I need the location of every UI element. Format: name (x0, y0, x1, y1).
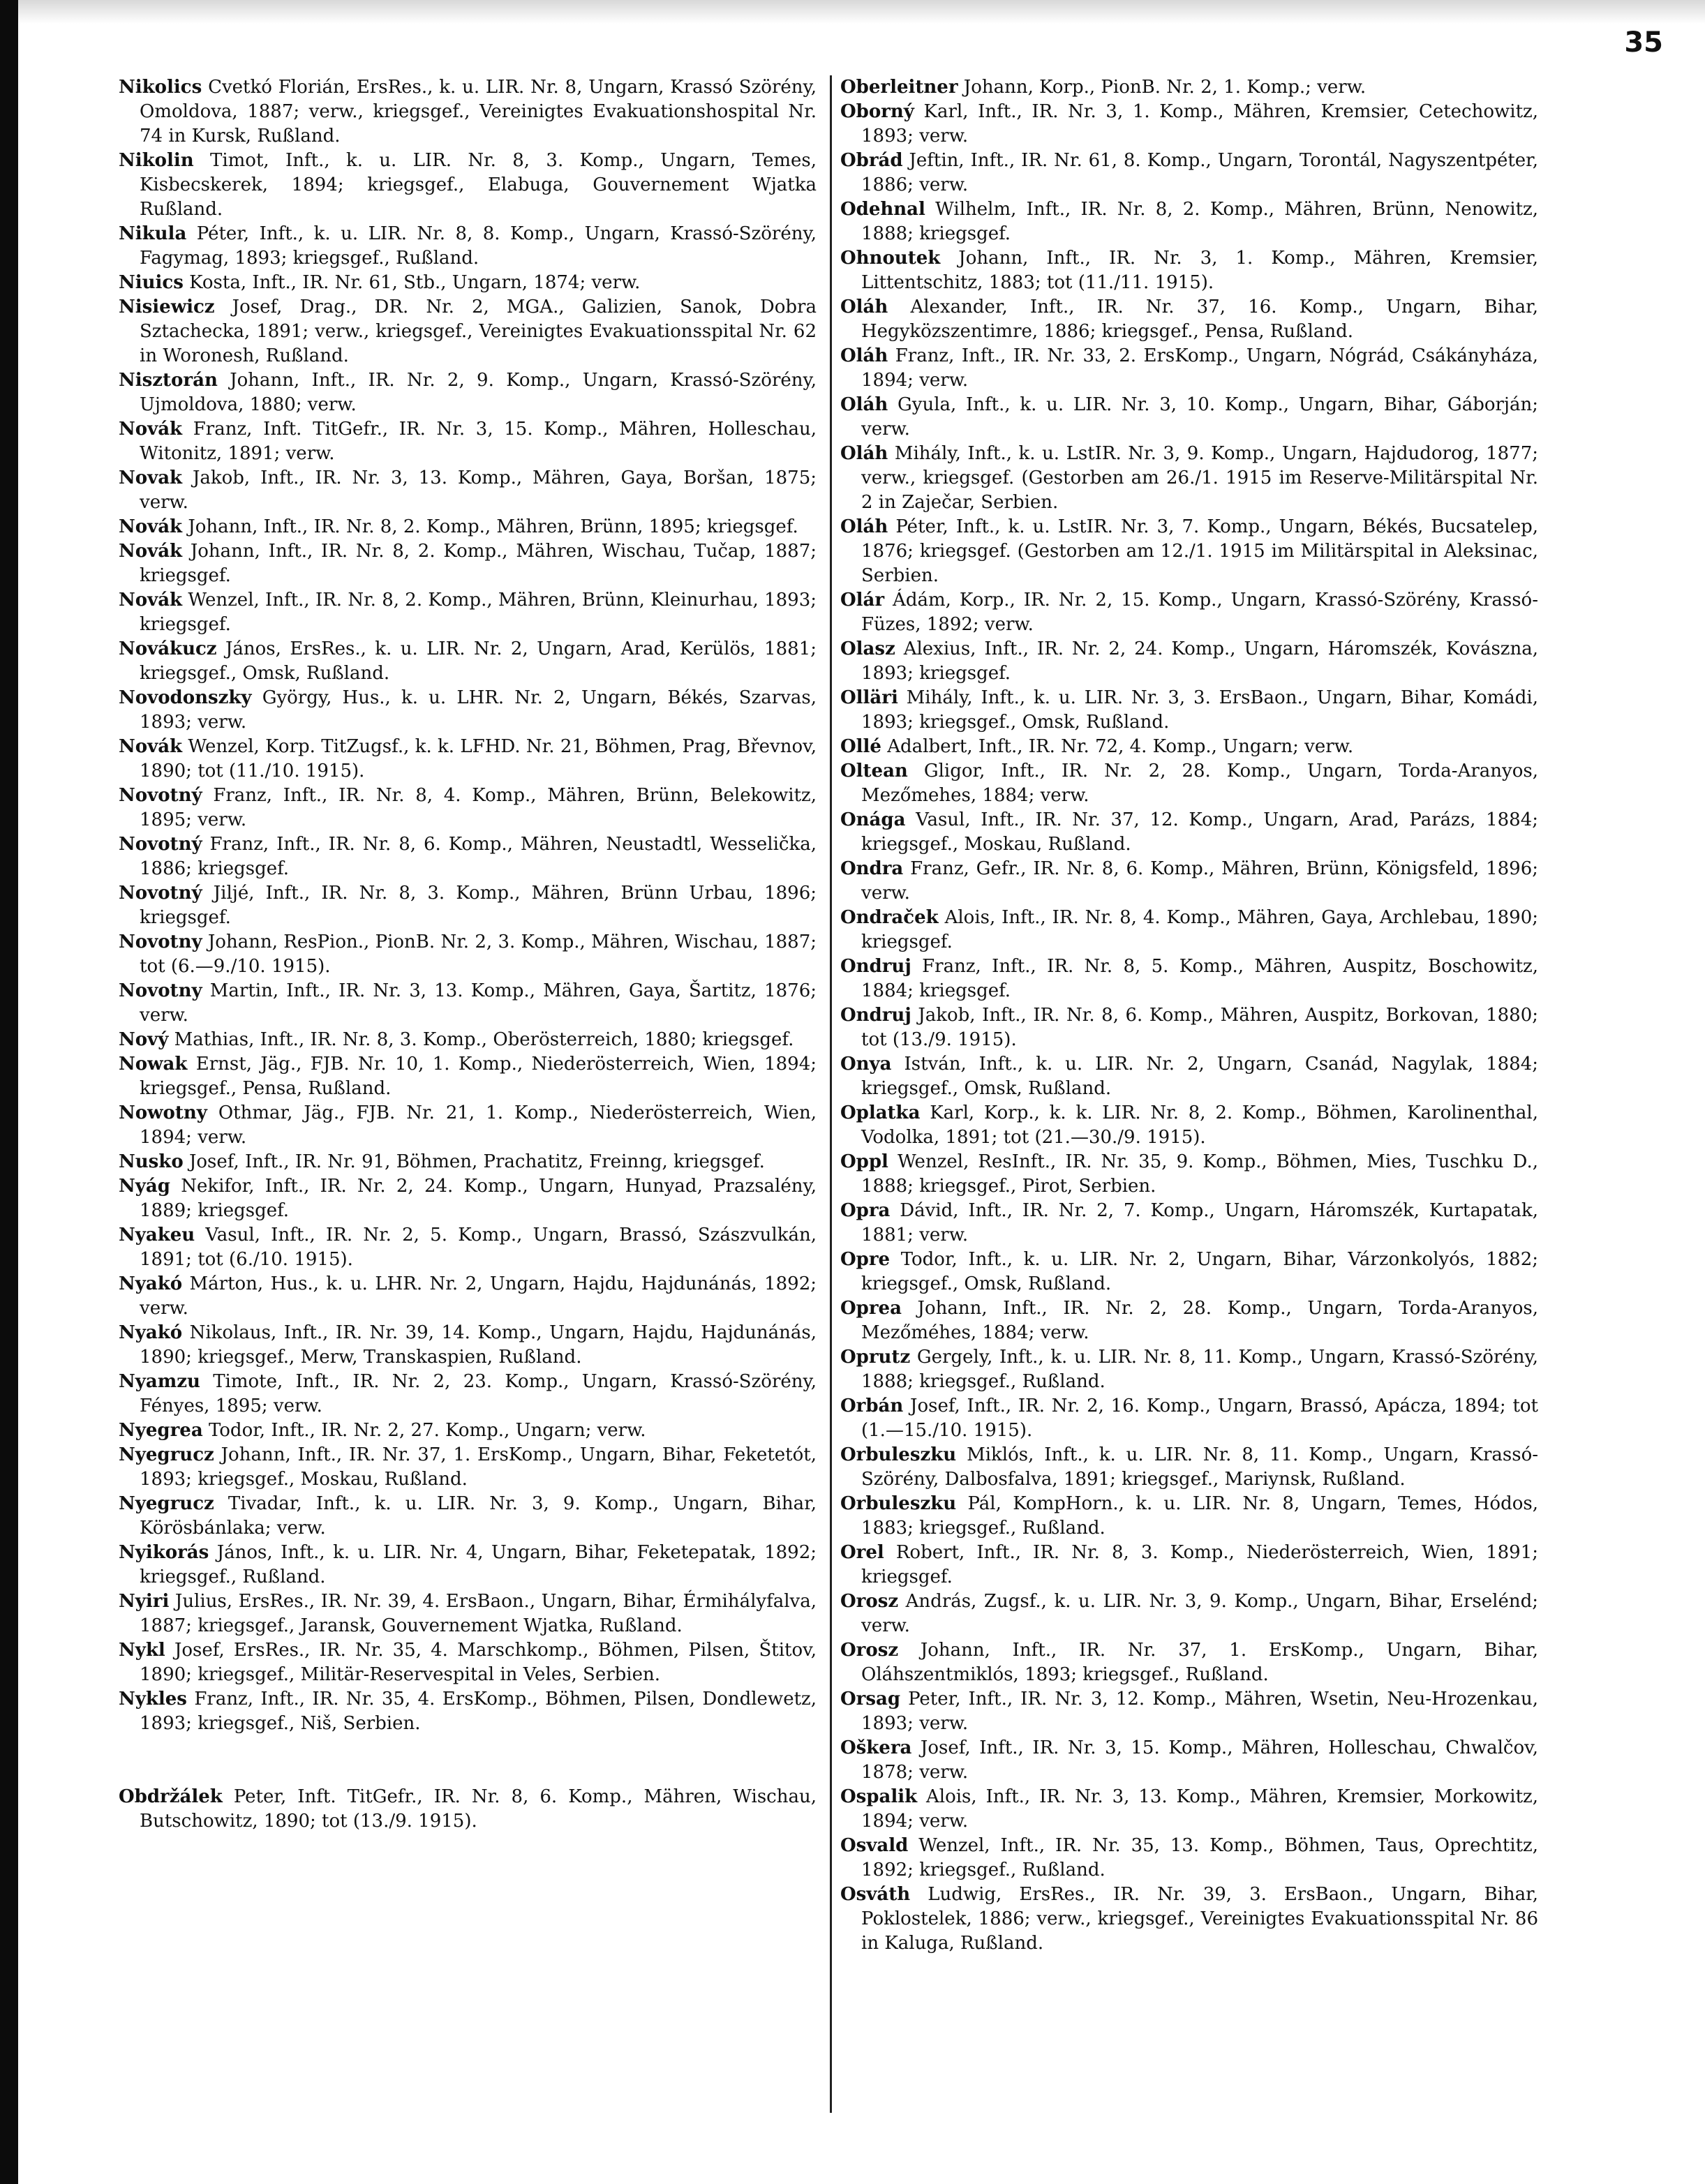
register-entry (840, 857, 1538, 906)
entry-details: János, Inft., k. u. LIR. Nr. 4, Ungarn, Bihar, Feketepatak, 1892; kriegsgef., Rußland. (140, 1542, 817, 1587)
register-entry (119, 466, 817, 515)
entry-surname: Novak (119, 468, 183, 488)
entry-details: György, Hus., k. u. LHR. Nr. 2, Ungarn, Békés, Szarvas, 1893; verw. (140, 687, 817, 733)
entry-surname: Ohnoutek (840, 248, 941, 269)
entry-surname: Onya (840, 1054, 892, 1075)
register-entry (840, 1150, 1538, 1199)
register-entry (119, 1101, 817, 1150)
register-entry (119, 1321, 817, 1370)
entry-surname: Ollé (840, 736, 881, 757)
register-entry (119, 930, 817, 979)
entry-details: Mathias, Inft., IR. Nr. 8, 3. Komp., Oberösterreich, 1880; kriegsgef. (174, 1029, 794, 1050)
entry-surname: Novotný (119, 883, 202, 904)
entry-details: Wenzel, Inft., IR. Nr. 8, 2. Komp., Mähren, Brünn, Kleinurhau, 1893; kriegsgef. (140, 590, 817, 635)
register-entry (840, 1443, 1538, 1492)
entry-details: Julius, ErsRes., IR. Nr. 39, 4. ErsBaon., Ungarn, Bihar, Érmihályfalva, 1887; kriegsgef., Jaransk, Gouvernement Wjatka, Rußland. (140, 1591, 817, 1636)
entry-surname: Ondruj (840, 1005, 911, 1026)
register-entry (840, 1199, 1538, 1248)
entry-surname: Orsag (840, 1689, 901, 1710)
entry-surname: Novodonszky (119, 687, 252, 708)
left-column (119, 75, 817, 1834)
entry-details: Franz, Gefr., IR. Nr. 8, 6. Komp., Mähren, Brünn, Königsfeld, 1896; verw. (861, 858, 1539, 904)
entry-details: Johann, Inft., IR. Nr. 3, 1. Komp., Mähren, Kremsier, Littentschitz, 1883; tot (11./11. 1915). (861, 248, 1539, 293)
register-entry (119, 295, 817, 368)
entry-details: Franz, Inft., IR. Nr. 8, 4. Komp., Mähren, Brünn, Belekowitz, 1895; verw. (140, 785, 817, 830)
entry-surname: Nowotny (119, 1102, 207, 1123)
entry-surname: Odehnal (840, 199, 925, 220)
register-entry (119, 271, 817, 295)
entry-details: Vasul, Inft., IR. Nr. 37, 12. Komp., Ungarn, Arad, Parázs, 1884; kriegsgef., Moskau, Rußland. (861, 809, 1538, 855)
entry-surname: Orel (840, 1542, 884, 1563)
register-entry (840, 1345, 1538, 1394)
entry-details: Josef, Inft., IR. Nr. 2, 16. Komp., Ungarn, Brassó, Apácza, 1894; tot (1.—15./10. 1915). (861, 1396, 1538, 1441)
entry-surname: Oltean (840, 761, 908, 781)
entry-surname: Obrád (840, 150, 903, 171)
entry-details: Adalbert, Inft., IR. Nr. 72, 4. Komp., Ungarn; verw. (887, 736, 1354, 757)
entry-details: Todor, Inft., IR. Nr. 2, 27. Komp., Ungarn; verw. (208, 1420, 646, 1441)
entry-details: Franz, Inft., IR. Nr. 8, 5. Komp., Mähren, Auspitz, Boschowitz, 1884; kriegsgef. (861, 956, 1539, 1001)
entry-surname: Novák (119, 541, 183, 562)
entry-details: Alois, Inft., IR. Nr. 8, 4. Komp., Mähren, Gaya, Archlebau, 1890; kriegsgef. (861, 907, 1539, 952)
entry-surname: Onága (840, 809, 906, 830)
entry-details: Márton, Hus., k. u. LHR. Nr. 2, Ungarn, Hajdu, Hajdunánás, 1892; verw. (140, 1273, 817, 1319)
register-entry (840, 1785, 1538, 1834)
entry-surname: Novák (119, 419, 183, 440)
register-entry (119, 686, 817, 735)
entry-surname: Nyegrucz (119, 1493, 214, 1514)
entry-surname: Novákucz (119, 638, 217, 659)
entry-surname: Osvald (840, 1835, 909, 1856)
entry-surname: Oplatka (840, 1102, 921, 1123)
entry-surname: Oláh (840, 297, 888, 317)
register-entry (840, 1492, 1538, 1541)
entry-surname: Nyakó (119, 1273, 183, 1294)
entry-details: Johann, Inft., IR. Nr. 8, 2. Komp., Mähren, Brünn, 1895; kriegsgef. (188, 516, 798, 537)
entry-surname: Oborný (840, 101, 914, 122)
entry-details: Gligor, Inft., IR. Nr. 2, 28. Komp., Ungarn, Torda-Aranyos, Mezőmehes, 1884; verw. (861, 761, 1538, 806)
register-entry (840, 735, 1538, 759)
register-entry (840, 1003, 1538, 1052)
register-entry (119, 1687, 817, 1736)
entry-details: Johann, Inft., IR. Nr. 37, 1. ErsKomp., Ungarn, Bihar, Oláhszentmiklós, 1893; kriegsgef., Rußland. (861, 1640, 1539, 1685)
entry-details: Mihály, Inft., k. u. LstIR. Nr. 3, 9. Komp., Ungarn, Hajdudorog, 1877; verw., kriegsgef. (Gestorben am 26./1. 1915 im Reserve-Militärspital Nr. 2 in Zaječar, Serbien. (861, 443, 1539, 513)
entry-details: Jeftin, Inft., IR. Nr. 61, 8. Komp., Ungarn, Torontál, Nagyszentpéter, 1886; verw. (861, 150, 1539, 195)
entry-surname: Novák (119, 590, 183, 611)
register-entry (119, 1272, 817, 1321)
entry-surname: Oprutz (840, 1347, 911, 1368)
entry-surname: Ondraček (840, 907, 939, 928)
entry-surname: Nykl (119, 1640, 165, 1661)
entry-details: Jakob, Inft., IR. Nr. 8, 6. Komp., Mähren, Auspitz, Borkovan, 1880; tot (13./9. 1915). (861, 1005, 1539, 1050)
entry-details: Wenzel, Inft., IR. Nr. 35, 13. Komp., Böhmen, Taus, Oprechtitz, 1892; kriegsgef., Rußland. (861, 1835, 1539, 1880)
register-entry (119, 1223, 817, 1272)
entry-details: Franz, Inft., IR. Nr. 33, 2. ErsKomp., Ungarn, Nógrád, Csákányháza, 1894; verw. (861, 345, 1538, 391)
entry-details: Wenzel, ResInft., IR. Nr. 35, 9. Komp., Böhmen, Mies, Tuschku D., 1888; kriegsgef., Pirot, Serbien. (861, 1151, 1539, 1197)
register-entry (840, 686, 1538, 735)
register-entry (119, 1174, 817, 1223)
entry-surname: Ondra (840, 858, 904, 879)
register-entry (119, 539, 817, 588)
register-entry (840, 1052, 1538, 1101)
entry-details: Wenzel, Korp. TitZugsf., k. k. LFHD. Nr. 21, Böhmen, Prag, Břevnov, 1890; tot (11./10. 1915). (140, 736, 817, 781)
entry-details: Nekifor, Inft., IR. Nr. 2, 24. Komp., Ungarn, Hunyad, Prazsalény, 1889; kriegsgef. (140, 1176, 817, 1221)
right-column (840, 75, 1538, 1956)
entry-details: Kosta, Inft., IR. Nr. 61, Stb., Ungarn, 1874; verw. (189, 272, 641, 293)
entry-surname: Oberleitner (840, 77, 958, 98)
entry-details: Péter, Inft., k. u. LstIR. Nr. 3, 7. Komp., Ungarn, Békés, Bucsatelep, 1876; kriegsgef. (Gestorben am 12./1. 1915 im Militärspital in Aleksinac, Serbien. (861, 516, 1538, 586)
entry-details: Wilhelm, Inft., IR. Nr. 8, 2. Komp., Mähren, Brünn, Nenowitz, 1888; kriegsgef. (861, 199, 1538, 244)
column-divider (830, 75, 832, 2113)
entry-details: Ernst, Jäg., FJB. Nr. 10, 1. Komp., Niederösterreich, Wien, 1894; kriegsgef., Pensa, Rußland. (140, 1054, 817, 1099)
register-entry (840, 75, 1538, 100)
register-entry (840, 1248, 1538, 1296)
entry-surname: Nyág (119, 1176, 170, 1197)
register-entry (119, 1150, 817, 1174)
register-entry (840, 295, 1538, 344)
register-entry (840, 1296, 1538, 1345)
entry-details: Johann, Inft., IR. Nr. 2, 9. Komp., Ungarn, Krassó-Szörény, Ujmoldova, 1880; verw. (140, 370, 817, 415)
register-entry (119, 1492, 817, 1541)
entry-details: Karl, Inft., IR. Nr. 3, 1. Komp., Mähren, Kremsier, Cetechowitz, 1893; verw. (861, 101, 1538, 147)
register-entry (119, 368, 817, 417)
register-entry (119, 417, 817, 466)
entry-details: Péter, Inft., k. u. LIR. Nr. 8, 8. Komp., Ungarn, Krassó-Szörény, Fagymag, 1893; kriegsgef., Rußland. (140, 223, 817, 269)
entry-surname: Novák (119, 736, 183, 757)
entry-surname: Oláh (840, 516, 888, 537)
entry-surname: Nowak (119, 1054, 188, 1075)
entry-surname: Nusko (119, 1151, 184, 1172)
entry-details: Johann, Inft., IR. Nr. 2, 28. Komp., Ungarn, Torda-Aranyos, Mezőméhes, 1884; verw. (861, 1298, 1538, 1343)
register-entry (119, 1443, 817, 1492)
register-entry (119, 1785, 817, 1834)
register-entry (840, 344, 1538, 393)
entry-details: Johann, Inft., IR. Nr. 37, 1. ErsKomp., Ungarn, Bihar, Feketetót, 1893; kriegsgef., Moskau, Rußland. (140, 1444, 817, 1490)
entry-surname: Novotny (119, 980, 202, 1001)
entry-details: Peter, Inft., IR. Nr. 3, 12. Komp., Mähren, Wsetin, Neu-Hrozenkau, 1893; verw. (861, 1689, 1539, 1734)
entry-surname: Orbuleszku (840, 1444, 957, 1465)
entry-details: Josef, Inft., IR. Nr. 3, 15. Komp., Mähren, Holleschau, Chwalčov, 1878; verw. (861, 1737, 1539, 1783)
register-entry (119, 149, 817, 222)
register-entry (840, 1590, 1538, 1638)
entry-details: Alexius, Inft., IR. Nr. 2, 24. Komp., Ungarn, Háromszék, Kovászna, 1893; kriegsgef. (861, 638, 1538, 684)
entry-surname: Nyamzu (119, 1371, 200, 1392)
register-entry (840, 515, 1538, 588)
register-entry (119, 1028, 817, 1052)
register-entry (119, 588, 817, 637)
entry-details: Johann, ResPion., PionB. Nr. 2, 3. Komp., Mähren, Wischau, 1887; tot (6.—9./10. 1915). (140, 932, 817, 977)
register-entry (840, 906, 1538, 955)
entry-surname: Niuics (119, 272, 184, 293)
register-entry (840, 1834, 1538, 1883)
entry-surname: Oppl (840, 1151, 888, 1172)
register-entry (119, 1052, 817, 1101)
register-entry (119, 1370, 817, 1419)
entry-details: Tivadar, Inft., k. u. LIR. Nr. 3, 9. Komp., Ungarn, Bihar, Körösbánlaka; verw. (140, 1493, 817, 1539)
scan-binding-edge (0, 0, 18, 2184)
page-top-shadow (0, 0, 1705, 24)
entry-details: Johann, Inft., IR. Nr. 8, 2. Komp., Mähren, Wischau, Tučap, 1887; kriegsgef. (140, 541, 817, 586)
entry-surname: Ospalik (840, 1786, 918, 1807)
register-entry (840, 955, 1538, 1003)
register-entry (840, 1638, 1538, 1687)
register-entry (840, 442, 1538, 515)
register-entry (119, 735, 817, 784)
entry-surname: Nyiri (119, 1591, 170, 1612)
register-entry (840, 588, 1538, 637)
register-entry (840, 637, 1538, 686)
entry-details: István, Inft., k. u. LIR. Nr. 2, Ungarn, Csanád, Nagylak, 1884; kriegsgef., Omsk, Rußland. (861, 1054, 1539, 1099)
entry-surname: Oláh (840, 345, 888, 366)
entry-surname: Nyikorás (119, 1542, 209, 1563)
entry-surname: Olasz (840, 638, 895, 659)
entry-details: Josef, ErsRes., IR. Nr. 35, 4. Marschkomp., Böhmen, Pilsen, Štitov, 1890; kriegsgef., Militär-Reservespital in Veles, Serbien. (140, 1640, 817, 1685)
entry-surname: Nisztorán (119, 370, 218, 391)
entry-surname: Orosz (840, 1591, 899, 1612)
entry-details: Nikolaus, Inft., IR. Nr. 39, 14. Komp., Ungarn, Hajdu, Hajdunánás, 1890; kriegsgef., Merw, Transkaspien, Rußland. (140, 1322, 817, 1368)
register-entry (840, 197, 1538, 246)
register-entry (840, 1687, 1538, 1736)
register-entry (840, 759, 1538, 808)
register-entry (840, 808, 1538, 857)
entry-surname: Osváth (840, 1884, 911, 1905)
entry-details: Othmar, Jäg., FJB. Nr. 21, 1. Komp., Niederösterreich, Wien, 1894; verw. (140, 1102, 817, 1148)
entry-details: Karl, Korp., k. k. LIR. Nr. 8, 2. Komp., Böhmen, Karolinenthal, Vodolka, 1891; tot (21.—30./9. 1915). (861, 1102, 1539, 1148)
entry-surname: Novotny (119, 932, 202, 952)
entry-details: Pál, KompHorn., k. u. LIR. Nr. 8, Ungarn, Temes, Hódos, 1883; kriegsgef., Rußland. (861, 1493, 1538, 1539)
entry-surname: Oláh (840, 443, 888, 464)
register-entry (840, 1883, 1538, 1956)
register-entry (840, 246, 1538, 295)
entry-details: Peter, Inft. TitGefr., IR. Nr. 8, 6. Komp., Mähren, Wischau, Butschowitz, 1890; tot (13./9. 1915). (140, 1786, 817, 1832)
entry-surname: Opre (840, 1249, 891, 1270)
entry-details: Gyula, Inft., k. u. LIR. Nr. 3, 10. Komp., Ungarn, Bihar, Gáborján; verw. (861, 394, 1539, 440)
entry-details: Martin, Inft., IR. Nr. 3, 13. Komp., Mähren, Gaya, Šartitz, 1876; verw. (140, 980, 817, 1026)
register-entry (119, 1419, 817, 1443)
register-entry (840, 1394, 1538, 1443)
entry-details: Timot, Inft., k. u. LIR. Nr. 8, 3. Komp., Ungarn, Temes, Kisbecskerek, 1894; kriegsgef., Elabuga, Gouvernement Wjatka Rußland. (140, 150, 817, 220)
entry-surname: Orbán (840, 1396, 904, 1416)
entry-details: Timote, Inft., IR. Nr. 2, 23. Komp., Ungarn, Krassó-Szörény, Fényes, 1895; verw. (140, 1371, 817, 1416)
entry-details: János, ErsRes., k. u. LIR. Nr. 2, Ungarn, Arad, Kerülös, 1881; kriegsgef., Omsk, Rußland. (140, 638, 817, 684)
entry-details: Johann, Korp., PionB. Nr. 2, 1. Komp.; verw. (963, 77, 1367, 98)
entry-details: Josef, Drag., DR. Nr. 2, MGA., Galizien, Sanok, Dobra Sztachecka, 1891; verw., kriegsgef., Vereinigtes Evakuationsspital Nr. 62 in Woronesh, Rußland. (140, 297, 817, 366)
entry-surname: Oprea (840, 1298, 902, 1319)
entry-surname: Olläri (840, 687, 898, 708)
register-entry (840, 100, 1538, 149)
entry-surname: Nikolin (119, 150, 194, 171)
register-entry (119, 75, 817, 149)
register-entry (119, 1638, 817, 1687)
entry-surname: Novák (119, 516, 183, 537)
entry-details: Dávid, Inft., IR. Nr. 2, 7. Komp., Ungarn, Háromszék, Kurtapatak, 1881; verw. (861, 1200, 1538, 1246)
register-entry (119, 979, 817, 1028)
entry-details: Todor, Inft., k. u. LIR. Nr. 2, Ungarn, Bihar, Várzonkolyós, 1882; kriegsgef., Omsk, Rußland. (861, 1249, 1539, 1294)
page-number: 35 (1624, 27, 1663, 59)
entry-surname: Nový (119, 1029, 169, 1050)
entry-surname: Oláh (840, 394, 888, 415)
register-entry (840, 1101, 1538, 1150)
entry-surname: Nykles (119, 1689, 187, 1710)
entry-details: Franz, Inft. TitGefr., IR. Nr. 3, 15. Komp., Mähren, Holleschau, Witonitz, 1891; verw. (140, 419, 817, 464)
entry-surname: Orosz (840, 1640, 899, 1661)
register-entry (119, 515, 817, 539)
entry-surname: Nyegrucz (119, 1444, 214, 1465)
entry-details: Josef, Inft., IR. Nr. 91, Böhmen, Prachatitz, Freinng, kriegsgef. (188, 1151, 765, 1172)
entry-surname: Novotný (119, 834, 202, 855)
entry-details: Franz, Inft., IR. Nr. 35, 4. ErsKomp., Böhmen, Pilsen, Dondlewetz, 1893; kriegsgef., Niš, Serbien. (140, 1689, 817, 1734)
register-entry (840, 149, 1538, 197)
entry-details: Jakob, Inft., IR. Nr. 3, 13. Komp., Mähren, Gaya, Boršan, 1875; verw. (140, 468, 817, 513)
entry-details: Vasul, Inft., IR. Nr. 2, 5. Komp., Ungarn, Brassó, Szászvulkán, 1891; tot (6./10. 1915). (140, 1225, 817, 1270)
entry-details: Miklós, Inft., k. u. LIR. Nr. 8, 11. Komp., Ungarn, Krassó-Szörény, Dalbosfalva, 1891; kriegsgef., Mariynsk, Rußland. (861, 1444, 1539, 1490)
entry-details: Cvetkó Florián, ErsRes., k. u. LIR. Nr. 8, Ungarn, Krassó Szörény, Omoldova, 1887; verw., kriegsgef., Vereinigtes Evakuationshospital Nr. 74 in Kursk, Rußland. (140, 77, 817, 147)
entry-surname: Nyegrea (119, 1420, 203, 1441)
register-entry (119, 784, 817, 832)
entry-details: Franz, Inft., IR. Nr. 8, 6. Komp., Mähren, Neustadtl, Wesselička, 1886; kriegsgef. (140, 834, 817, 879)
register-entry (119, 637, 817, 686)
entry-surname: Nisiewicz (119, 297, 215, 317)
entry-surname: Olár (840, 590, 885, 611)
entry-surname: Nyakeu (119, 1225, 195, 1246)
register-entry (119, 222, 817, 271)
entry-details: Ádám, Korp., IR. Nr. 2, 15. Komp., Ungarn, Krassó-Szörény, Krassó-Füzes, 1892; verw. (861, 590, 1538, 635)
register-entry (119, 1541, 817, 1590)
register-entry (840, 1736, 1538, 1785)
entry-details: Ludwig, ErsRes., IR. Nr. 39, 3. ErsBaon., Ungarn, Bihar, Poklostelek, 1886; verw., kriegsgef., Vereinigtes Evakuationsspital Nr. 86 in Kaluga, Rußland. (861, 1884, 1538, 1954)
register-entry (840, 393, 1538, 442)
register-entry (119, 832, 817, 881)
entry-surname: Obdržálek (119, 1786, 223, 1807)
entry-surname: Oškera (840, 1737, 912, 1758)
entry-surname: Opra (840, 1200, 891, 1221)
entry-surname: Nikolics (119, 77, 202, 98)
entry-surname: Ondruj (840, 956, 911, 977)
register-entry (119, 1590, 817, 1638)
entry-details: Alois, Inft., IR. Nr. 3, 13. Komp., Mähren, Kremsier, Morkowitz, 1894; verw. (861, 1786, 1538, 1832)
entry-details: Mihály, Inft., k. u. LIR. Nr. 3, 3. ErsBaon., Ungarn, Bihar, Komádi, 1893; kriegsgef., Omsk, Rußland. (861, 687, 1539, 733)
entry-surname: Orbuleszku (840, 1493, 957, 1514)
register-entry (119, 881, 817, 930)
entry-details: Jiljé, Inft., IR. Nr. 8, 3. Komp., Mähren, Brünn Urbau, 1896; kriegsgef. (140, 883, 817, 928)
entry-details: András, Zugsf., k. u. LIR. Nr. 3, 9. Komp., Ungarn, Bihar, Erselénd; verw. (861, 1591, 1539, 1636)
entry-details: Alexander, Inft., IR. Nr. 37, 16. Komp., Ungarn, Bihar, Hegyközszentimre, 1886; kriegsgef., Pensa, Rußland. (861, 297, 1538, 342)
entry-surname: Nyakó (119, 1322, 183, 1343)
entry-surname: Novotný (119, 785, 202, 806)
register-entry (840, 1541, 1538, 1590)
entry-surname: Nikula (119, 223, 187, 244)
entry-details: Gergely, Inft., k. u. LIR. Nr. 8, 11. Komp., Ungarn, Krassó-Szörény, 1888; kriegsgef., Rußland. (861, 1347, 1539, 1392)
entry-details: Robert, Inft., IR. Nr. 8, 3. Komp., Niederösterreich, Wien, 1891; kriegsgef. (861, 1542, 1538, 1587)
